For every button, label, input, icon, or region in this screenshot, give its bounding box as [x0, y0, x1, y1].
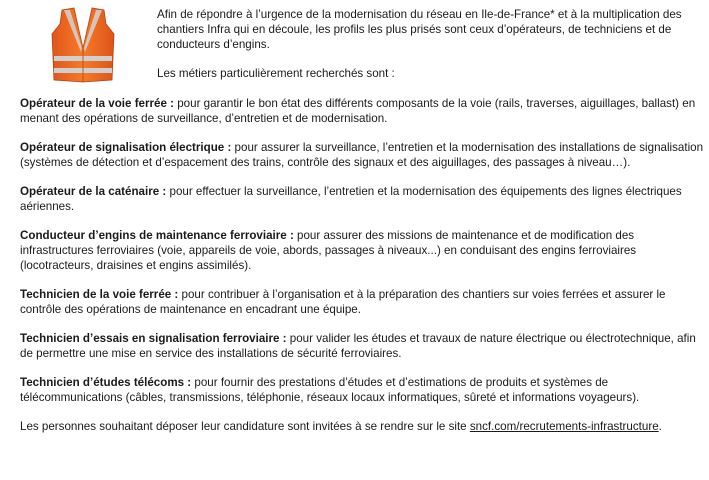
job-item [20, 140, 705, 170]
job-title: Technicien de la voie ferrée : [20, 288, 179, 301]
job-title: Technicien d’essais en signalisation ferroviaire : [20, 332, 287, 345]
job-title: Technicien d’études télécoms : [20, 376, 192, 389]
job-item [20, 96, 705, 126]
recruitment-link[interactable]: sncf.com/recrutements-infrastructure [469, 420, 659, 433]
job-description: pour effectuer la surveillance, l’entretien et la modernisation des équipements des lignes électriques aériennes. [20, 185, 682, 213]
jobs-list [20, 96, 705, 448]
closing-paragraph [20, 419, 705, 434]
job-item [20, 331, 705, 361]
job-description: pour assurer des missions de maintenance et de modification des infrastructures ferroviaires (voie, appareils de voie, abords, passages à niveaux...) en conduisant des engins ferroviaires (locotracteurs, draisines et engins assimilés). [20, 229, 637, 272]
job-item [20, 287, 705, 317]
job-title: Opérateur de la caténaire : [20, 185, 167, 198]
job-title: Opérateur de la voie ferrée : [20, 97, 175, 110]
job-description: pour valider les études et travaux de nature électrique ou électrotechnique, afin de permettre une mise en service des installations de sécurité ferroviaires. [20, 332, 696, 360]
job-title: Conducteur d’engins de maintenance ferroviaire : [20, 229, 294, 242]
job-item [20, 375, 705, 405]
job-description: pour fournir des prestations d’études et d’estimations de produits et systèmes de télécommunications (câbles, transmissions, téléphonie, réseaux locaux informatiques, sûreté et informations voyageurs). [20, 376, 640, 404]
closing-end: . [658, 420, 662, 433]
intro-block [157, 7, 705, 95]
job-description: pour garantir le bon état des différents composants de la voie (rails, traverses, aiguillages, ballast) en menant des opérations de surveillance, d’entretien et de modernisation. [20, 97, 696, 125]
safety-vest-image [48, 4, 118, 84]
job-description: pour contribuer à l’organisation et à la préparation des chantiers sur voies ferrées et assurer le contrôle des opérations de maintenance en encadrant une équipe. [20, 288, 666, 316]
intro-paragraph: Afin de répondre à l’urgence de la modernisation du réseau en Ile-de-France* et à la multiplication des chantiers Infra qui en découle, les profils les plus prisés sont ceux d’opérateurs, de techniciens et de conducteurs d’engins. [157, 8, 682, 51]
job-item [20, 184, 705, 214]
job-description: pour assurer la surveillance, l’entretien et la modernisation des installations de signalisation (systèmes de détection et d’espacement des trains, contrôle des signaux et des aiguillages, des passages à niveau…). [20, 141, 704, 169]
job-title: Opérateur de signalisation électrique : [20, 141, 232, 154]
intro-lead: Les métiers particulièrement recherchés sont : [157, 67, 395, 80]
closing-text: Les personnes souhaitant déposer leur candidature sont invitées à se rendre sur le site [20, 420, 470, 433]
job-item [20, 228, 705, 273]
